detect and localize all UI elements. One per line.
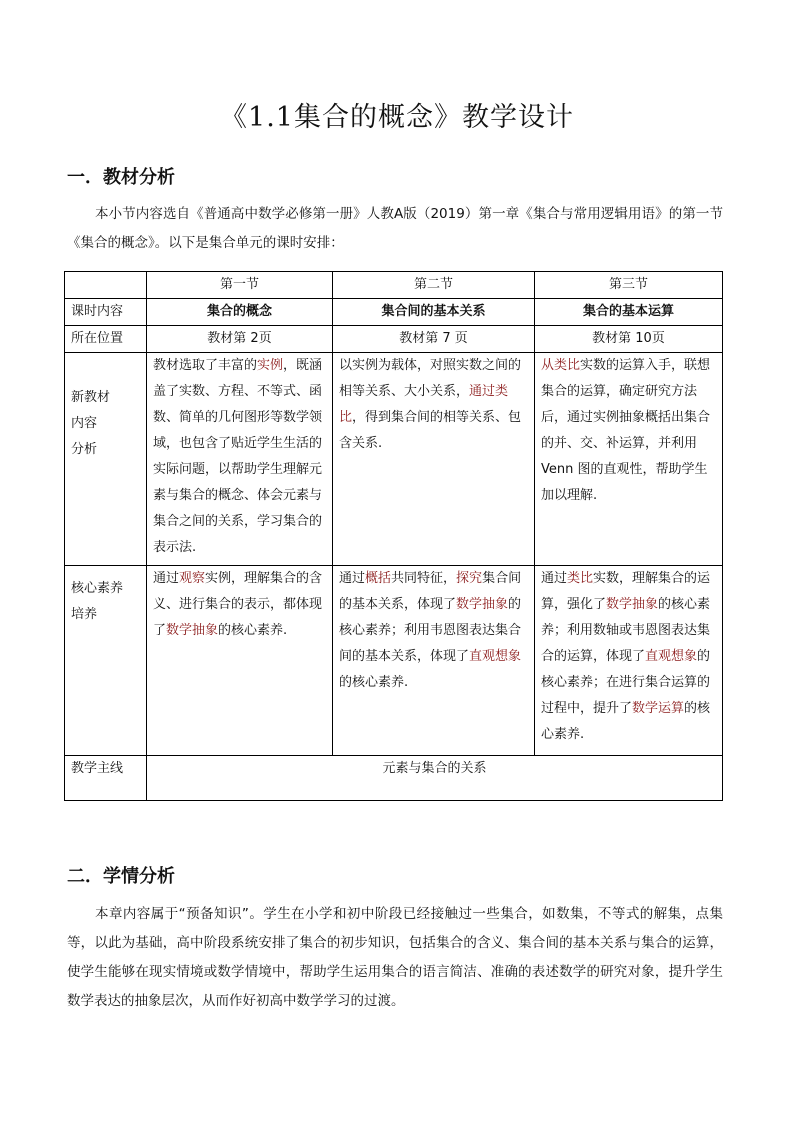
- row-label-line: 核心素养: [71, 581, 124, 596]
- section-heading-1: 一．教材分析: [67, 167, 175, 188]
- row-label-line: 内容: [71, 416, 98, 431]
- table-cell: 集合的基本运算: [535, 299, 723, 326]
- table-cell: 教材第 10页: [535, 326, 723, 353]
- page-title: 《1.1集合的概念》教学设计: [220, 102, 574, 133]
- schedule-table: [64, 271, 723, 801]
- section-heading-2: 二．学情分析: [67, 866, 175, 887]
- analysis-paragraph: 本章内容属于“预备知识”。学生在小学和初中阶段已经接触过一些集合，如数集，不等式的解集，点集等，以此为基础，高中阶段系统安排了集合的初步知识，包括集合的含义、集合间的基本关系与集合的运算，使学生能够在现实情境或数学情境中，帮助学生运用集合的语言简洁、准确的表述数学的研究对象，提升学生数学表达的抽象层次，从而作好初高中数学学习的过渡。: [67, 906, 723, 1009]
- row-label: [65, 566, 147, 756]
- table-cell: 教材第 2页: [147, 326, 333, 353]
- row-label: 教学主线: [65, 756, 147, 801]
- mainline-cell: 元素与集合的关系: [147, 756, 723, 801]
- table-row: [65, 756, 723, 801]
- table-header-row: [65, 272, 723, 299]
- table-row: [65, 326, 723, 353]
- table-corner-cell: [65, 272, 147, 299]
- table-cell: 从类比实数的运算入手，联想集合的运算，确定研究方法后，通过实例抽象概括出集合的并、交、补运算，并利用 Venn 图的直观性，帮助学生加以理解.: [535, 353, 723, 566]
- intro-paragraph: 本小节内容选自《普通高中数学必修第一册》人教A版（2019）第一章《集合与常用逻辑用语》的第一节《集合的概念》。以下是集合单元的课时安排：: [67, 206, 723, 251]
- table-cell: 教材选取了丰富的实例，既涵盖了实数、方程、不等式、函数、简单的几何图形等数学领域，也包含了贴近学生生活的实际问题，以帮助学生理解元素与集合的概念、体会元素与集合之间的关系，学习集合的表示法.: [147, 353, 333, 566]
- table-cell: 以实例为载体，对照实数之间的相等关系、大小关系，通过类比，得到集合间的相等关系、包含关系.: [333, 353, 535, 566]
- table-cell: 通过类比实数，理解集合的运算，强化了数学抽象的核心素养；利用数轴或韦恩图表达集合的运算，体现了直观想象的核心素养；在进行集合运算的过程中，提升了数学运算的核心素养.: [535, 566, 723, 756]
- table-row: [65, 299, 723, 326]
- row-label: 所在位置: [65, 326, 147, 353]
- header-cell: 第二节: [333, 272, 535, 299]
- header-cell: 第三节: [535, 272, 723, 299]
- row-label: 课时内容: [65, 299, 147, 326]
- row-label-line: 培养: [71, 607, 98, 622]
- table-cell: 集合间的基本关系: [333, 299, 535, 326]
- row-label-line: 分析: [71, 442, 98, 457]
- header-cell: 第一节: [147, 272, 333, 299]
- table-cell: 集合的概念: [147, 299, 333, 326]
- table-row: [65, 566, 723, 756]
- row-label: [65, 353, 147, 566]
- table-row: [65, 353, 723, 566]
- table-cell: 通过概括共同特征，探究集合间的基本关系，体现了数学抽象的核心素养；利用韦恩图表达集合间的基本关系，体现了直观想象的核心素养.: [333, 566, 535, 756]
- table-cell: 通过观察实例，理解集合的含义、进行集合的表示，都体现了数学抽象的核心素养.: [147, 566, 333, 756]
- row-label-line: 新教材: [71, 390, 111, 405]
- table-cell: 教材第 7 页: [333, 326, 535, 353]
